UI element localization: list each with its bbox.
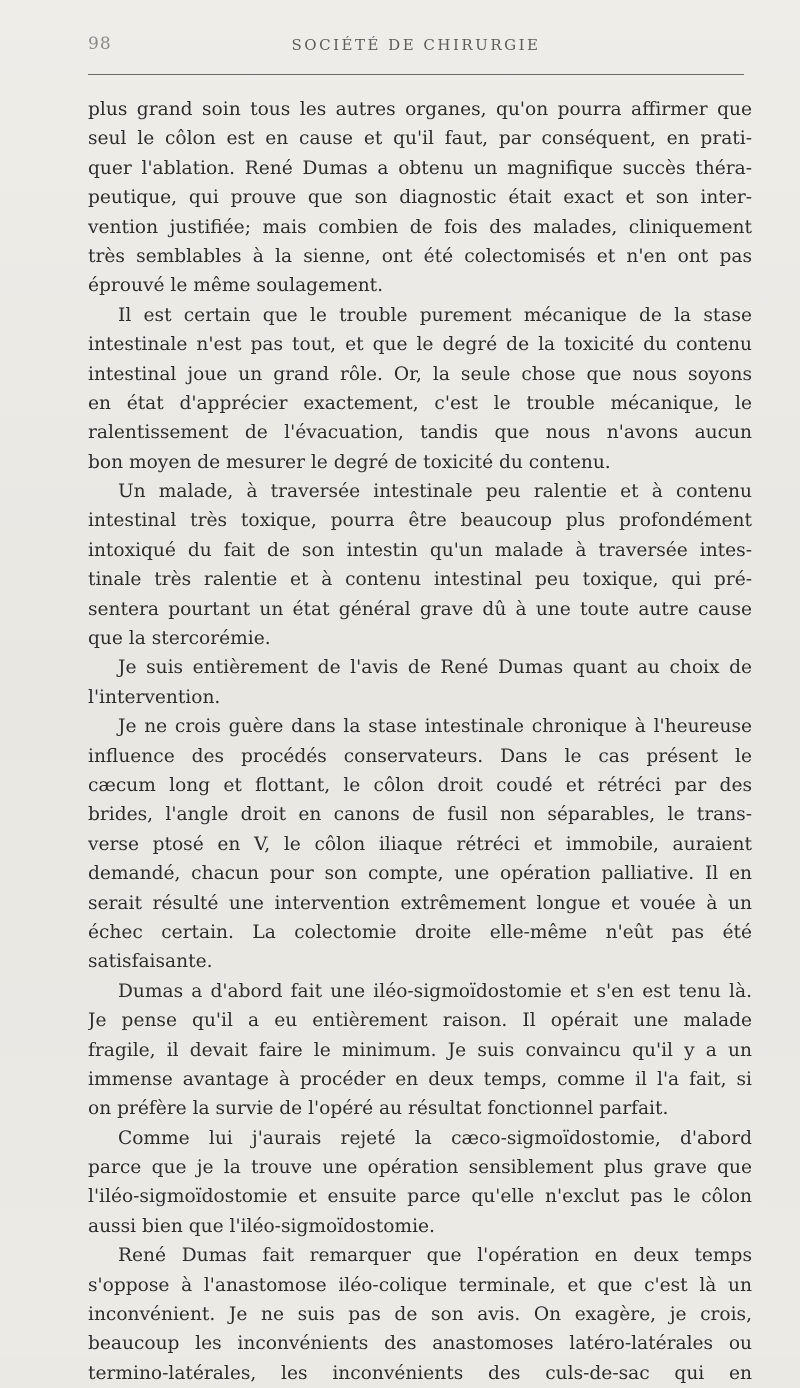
text-line: l'intervention. bbox=[88, 686, 221, 708]
running-title: SOCIÉTÉ DE CHIRURGIE bbox=[291, 36, 541, 54]
running-header bbox=[88, 34, 744, 62]
text-line: on préfère la survie de l'opéré au résultat fonctionnel parfait. bbox=[88, 1098, 669, 1120]
text-line: René Dumas fait remarquer que l'opération en deux temps bbox=[118, 1245, 752, 1267]
text-line: demandé, chacun pour son compte, une opération palliative. Il en bbox=[88, 863, 752, 885]
header-rule bbox=[88, 74, 744, 75]
text-line: immense avantage à procéder en deux temps, comme il l'a fait, si bbox=[88, 1068, 752, 1090]
text-line: satisfaisante. bbox=[88, 951, 213, 973]
page-number: 98 bbox=[88, 34, 112, 54]
text-line: cæcum long et flottant, le côlon droit coudé et rétréci par des bbox=[88, 774, 752, 796]
text-line: Un malade, à traversée intestinale peu ralentie et à contenu bbox=[118, 481, 752, 503]
text-line: aussi bien que l'iléo-sigmoïdostomie. bbox=[88, 1215, 435, 1237]
text-line: intoxiqué du fait de son intestin qu'un malade à traversée intes- bbox=[88, 539, 752, 561]
text-line: inconvénient. Je ne suis pas de son avis. On exagère, je crois, bbox=[88, 1304, 752, 1326]
text-line: verse ptosé en V, le côlon iliaque rétréci et immobile, auraient bbox=[88, 833, 752, 855]
text-line: plus grand soin tous les autres organes, qu'on pourra affirmer que bbox=[88, 99, 752, 120]
text-line: peutique, qui prouve que son diagnostic était exact et son inter- bbox=[88, 187, 752, 209]
text-line: en état d'apprécier exactement, c'est le trouble mécanique, le bbox=[88, 392, 752, 414]
text-line: sentera pourtant un état général grave dû à une toute autre cause bbox=[88, 598, 752, 620]
text-line: très semblables à la sienne, ont été colectomisés et n'en ont pas bbox=[88, 245, 752, 267]
text-line: Je suis entièrement de l'avis de René Dumas quant au choix de bbox=[118, 657, 752, 679]
text-line: Je pense qu'il a eu entièrement raison. Il opérait une malade bbox=[88, 1010, 752, 1032]
text-line: parce que je la trouve une opération sensiblement plus grave que bbox=[88, 1157, 752, 1179]
text-line: quer l'ablation. René Dumas a obtenu un magnifique succès théra- bbox=[88, 157, 752, 179]
text-line: que la stercorémie. bbox=[88, 628, 271, 650]
text-line: seul le côlon est en cause et qu'il faut, par conséquent, en prati- bbox=[88, 128, 752, 150]
text-line: intestinal joue un grand rôle. Or, la seule chose que nous soyons bbox=[88, 363, 752, 385]
text-line: ralentissement de l'évacuation, tandis que nous n'avons aucun bbox=[88, 422, 752, 444]
text-line: Il est certain que le trouble purement mécanique de la stase bbox=[118, 304, 752, 326]
text-line: Je ne crois guère dans la stase intestinale chronique à l'heureuse bbox=[118, 716, 752, 738]
text-line: beaucoup les inconvénients des anastomoses latéro-latérales ou bbox=[88, 1333, 752, 1355]
text-line: Comme lui j'aurais rejeté la cæco-sigmoïdostomie, d'abord bbox=[118, 1127, 752, 1149]
text-line: brides, l'angle droit en canons de fusil non séparables, le trans- bbox=[88, 804, 752, 826]
text-line: l'iléo-sigmoïdostomie et ensuite parce qu'elle n'exclut pas le côlon bbox=[88, 1186, 752, 1208]
text-line: s'oppose à l'anastomose iléo-colique terminale, et que c'est là un bbox=[88, 1274, 752, 1296]
body-text bbox=[88, 95, 752, 1388]
text-line: intestinale n'est pas tout, et que le degré de la toxicité du contenu bbox=[88, 334, 752, 356]
text-line: tinale très ralentie et à contenu intestinal peu toxique, qui pré- bbox=[88, 569, 752, 591]
text-line: fragile, il devait faire le minimum. Je suis convaincu qu'il y a un bbox=[88, 1039, 752, 1061]
text-line: influence des procédés conservateurs. Dans le cas présent le bbox=[88, 745, 752, 767]
text-line: serait résulté une intervention extrêmement longue et vouée à un bbox=[88, 892, 752, 914]
text-line: intestinal très toxique, pourra être beaucoup plus profondément bbox=[88, 510, 752, 532]
text-line: Dumas a d'abord fait une iléo-sigmoïdostomie et s'en est tenu là. bbox=[118, 980, 752, 1002]
text-line: échec certain. La colectomie droite elle-même n'eût pas été bbox=[88, 921, 752, 943]
text-line: bon moyen de mesurer le degré de toxicité du contenu. bbox=[88, 451, 611, 473]
text-line: termino-latérales, les inconvénients des culs-de-sac qui en bbox=[88, 1362, 752, 1384]
text-line: éprouvé le même soulagement. bbox=[88, 275, 384, 297]
text-line: vention justifiée; mais combien de fois des malades, cliniquement bbox=[88, 216, 752, 238]
